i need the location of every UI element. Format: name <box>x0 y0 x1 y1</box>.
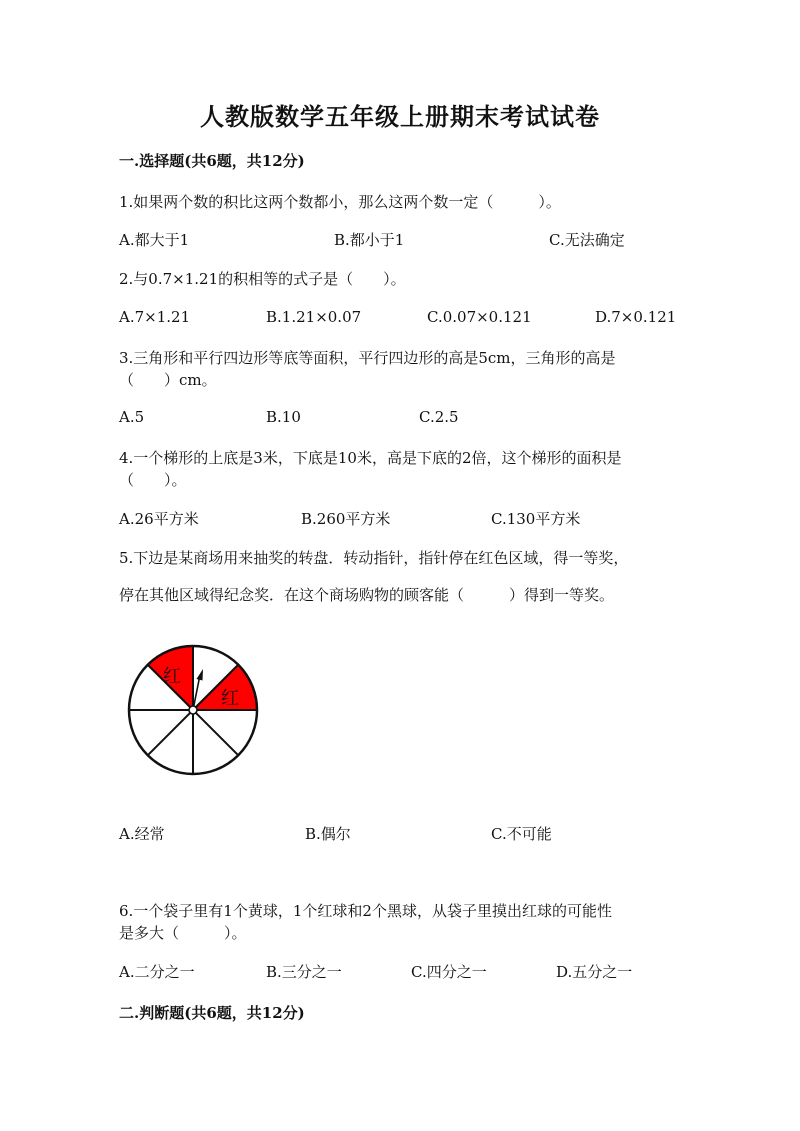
question-3-text-line-1: 3.三角形和平行四边形等底等面积，平行四边形的高是5cm，三角形的高是 <box>119 349 616 367</box>
question-2-option-c: C.0.07×0.121 <box>427 308 532 326</box>
question-5-option-a: A.经常 <box>119 825 165 843</box>
question-5-text-line-2: 停在其他区域得纪念奖．在这个商场购物的顾客能（ ）得到一等奖。 <box>119 586 615 604</box>
question-3-option-a: A.5 <box>119 408 145 426</box>
question-5-text-line-1: 5.下边是某商场用来抽奖的转盘．转动指针，指针停在红色区域，得一等奖， <box>119 549 629 567</box>
question-6-text-line-1: 6.一个袋子里有1个黄球，1个红球和2个黑球，从袋子里摸出红球的可能性 <box>119 902 612 920</box>
question-3-text-line-2: （ ）cm。 <box>119 371 217 389</box>
question-4-option-c: C.130平方米 <box>491 510 581 528</box>
question-4-option-b: B.260平方米 <box>301 510 391 528</box>
question-4-text-line-2: （ ）。 <box>119 471 187 489</box>
question-2-text: 2.与0.7×1.21的积相等的式子是（ ）。 <box>119 270 406 288</box>
question-4-option-a: A.26平方米 <box>119 510 199 528</box>
question-6-option-a: A.二分之一 <box>119 963 195 981</box>
question-2-option-d: D.7×0.121 <box>595 308 677 326</box>
section-heading-judgment: 二.判断题(共6题，共12分) <box>119 1004 305 1022</box>
question-3-option-c: C.2.5 <box>419 408 459 426</box>
question-2-option-a: A.7×1.21 <box>119 308 191 326</box>
question-6-option-c: C.四分之一 <box>411 963 487 981</box>
question-6-text-line-2: 是多大（ ）。 <box>119 924 247 942</box>
question-1-option-c: C.无法确定 <box>549 231 625 249</box>
question-1-option-a: A.都大于1 <box>119 231 190 249</box>
spinner-red-label-1: 红 <box>163 666 181 687</box>
spinner-center-pin <box>189 706 197 714</box>
question-6-option-d: D.五分之一 <box>556 963 633 981</box>
question-2-option-b: B.1.21×0.07 <box>266 308 362 326</box>
question-5-option-b: B.偶尔 <box>305 825 351 843</box>
lottery-spinner-diagram <box>120 637 266 783</box>
section-heading-choice: 一.选择题(共6题，共12分) <box>119 152 305 170</box>
question-1-text: 1.如果两个数的积比这两个数都小，那么这两个数一定（ ）。 <box>119 193 561 211</box>
spinner-red-label-2: 红 <box>221 688 239 709</box>
page-title: 人教版数学五年级上册期末考试试卷 <box>200 102 600 131</box>
question-1-option-b: B.都小于1 <box>334 231 405 249</box>
question-6-option-b: B.三分之一 <box>266 963 342 981</box>
question-3-option-b: B.10 <box>266 408 301 426</box>
question-5-option-c: C.不可能 <box>491 825 552 843</box>
question-4-text-line-1: 4.一个梯形的上底是3米，下底是10米，高是下底的2倍，这个梯形的面积是 <box>119 449 622 467</box>
